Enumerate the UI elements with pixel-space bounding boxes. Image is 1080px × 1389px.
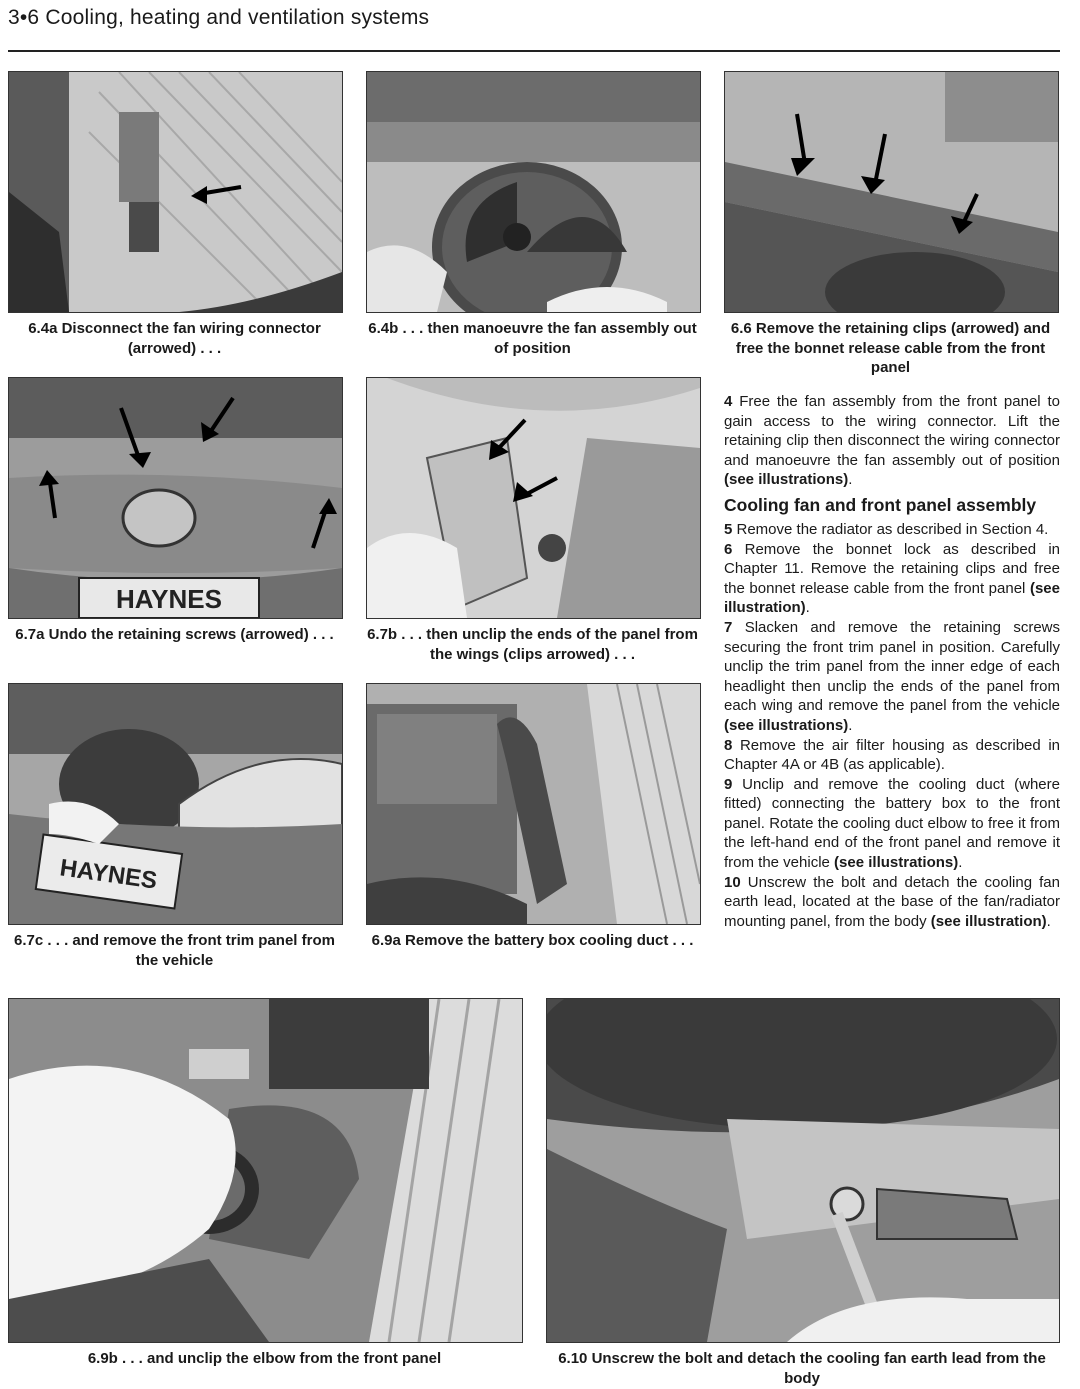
step-number: 7 bbox=[724, 618, 733, 636]
caption-6-9a: 6.9a Remove the battery box cooling duct . . . bbox=[371, 932, 694, 949]
paragraph-step-5 bbox=[724, 520, 1060, 540]
step-text-end: . bbox=[848, 716, 853, 734]
illustration-reference: (see illustration) bbox=[724, 579, 1060, 617]
page-header bbox=[8, 4, 1060, 52]
paragraph-step-8 bbox=[724, 736, 1060, 775]
step-text-end: . bbox=[805, 599, 810, 617]
photo-6-9a bbox=[366, 683, 701, 925]
paragraph-step-10 bbox=[724, 873, 1060, 932]
step-text: Slacken and remove the retaining screws securing the front trim panel in position. Carefully unclip the trim panel from the inner edge of each headlight then unclip the ends of the panel from each wing and remove the panel from the vehicle bbox=[724, 618, 1060, 715]
step-text-end: . bbox=[848, 471, 853, 489]
caption-6-9b: 6.9b . . . and unclip the elbow from the front panel bbox=[87, 1350, 442, 1367]
caption-6-10: 6.10 Unscrew the bolt and detach the cooling fan earth lead from the body bbox=[558, 1350, 1046, 1387]
step-number: 9 bbox=[724, 775, 733, 793]
body-text-column bbox=[724, 392, 1060, 931]
photo-6-7c bbox=[8, 683, 343, 925]
step-number: 5 bbox=[724, 520, 733, 538]
illustration-reference: (see illustration) bbox=[930, 912, 1047, 930]
caption-6-6: 6.6 Remove the retaining clips (arrowed) and free the bonnet release cable from the front panel bbox=[730, 320, 1051, 376]
step-text: Unscrew the bolt and detach the cooling fan earth lead, located at the base of the fan/radiator mounting panel, from the body bbox=[724, 873, 1060, 930]
step-number: 6 bbox=[724, 540, 733, 558]
photo-6-7a bbox=[8, 377, 343, 619]
step-number: 4 bbox=[724, 393, 733, 410]
step-text-end: . bbox=[1046, 912, 1051, 930]
photo-6-6 bbox=[724, 71, 1059, 313]
step-text: Free the fan assembly from the front panel to gain access to the wiring connector. Lift the retaining clip then disconnect the wiring connector and manoeuvre the fan assembly out of position bbox=[724, 393, 1060, 469]
caption-6-4a: 6.4a Disconnect the fan wiring connector (arrowed) . . . bbox=[28, 320, 321, 357]
photo-6-10 bbox=[546, 998, 1060, 1343]
step-text: Remove the radiator as described in Section 4. bbox=[732, 520, 1049, 538]
illustration-reference: (see illustrations) bbox=[834, 854, 959, 872]
photo-6-7b bbox=[366, 377, 701, 619]
paragraph-step-9 bbox=[724, 775, 1060, 873]
photo-6-9b bbox=[8, 998, 523, 1343]
caption-6-7c: 6.7c . . . and remove the front trim panel from the vehicle bbox=[14, 932, 335, 969]
license-plate-6-7c: HAYNES bbox=[58, 854, 159, 895]
illustration-reference: (see illustrations) bbox=[724, 471, 849, 489]
step-text: Remove the bonnet lock as described in Chapter 11. Remove the retaining clips and free the bonnet release cable from the front panel bbox=[724, 540, 1060, 597]
license-plate-6-7a: HAYNES bbox=[116, 584, 222, 614]
caption-6-4b: 6.4b . . . then manoeuvre the fan assembly out of position bbox=[368, 320, 697, 357]
photo-6-4a bbox=[8, 71, 343, 313]
step-number: 10 bbox=[724, 873, 741, 891]
page-title: 3•6 Cooling, heating and ventilation systems bbox=[8, 6, 430, 29]
section-heading: Cooling fan and front panel assembly bbox=[724, 494, 1037, 515]
caption-6-7b: 6.7b . . . then unclip the ends of the panel from the wings (clips arrowed) . . . bbox=[367, 626, 698, 663]
illustration-reference: (see illustrations) bbox=[724, 716, 849, 734]
photo-6-4b bbox=[366, 71, 701, 313]
step-text-end: . bbox=[958, 854, 963, 872]
caption-6-7a: 6.7a Undo the retaining screws (arrowed) . . . bbox=[15, 626, 334, 643]
step-text: Remove the air filter housing as described in Chapter 4A or 4B (as applicable). bbox=[724, 736, 1060, 774]
paragraph-step-4 bbox=[724, 392, 1060, 490]
step-text: Unclip and remove the cooling duct (where fitted) connecting the battery box to the front panel. Rotate the cooling duct elbow to free it from the left-hand end of the front panel and remove it from the vehicle bbox=[724, 775, 1060, 872]
step-number: 8 bbox=[724, 736, 733, 754]
paragraph-step-7 bbox=[724, 618, 1060, 736]
paragraph-step-6 bbox=[724, 540, 1060, 618]
